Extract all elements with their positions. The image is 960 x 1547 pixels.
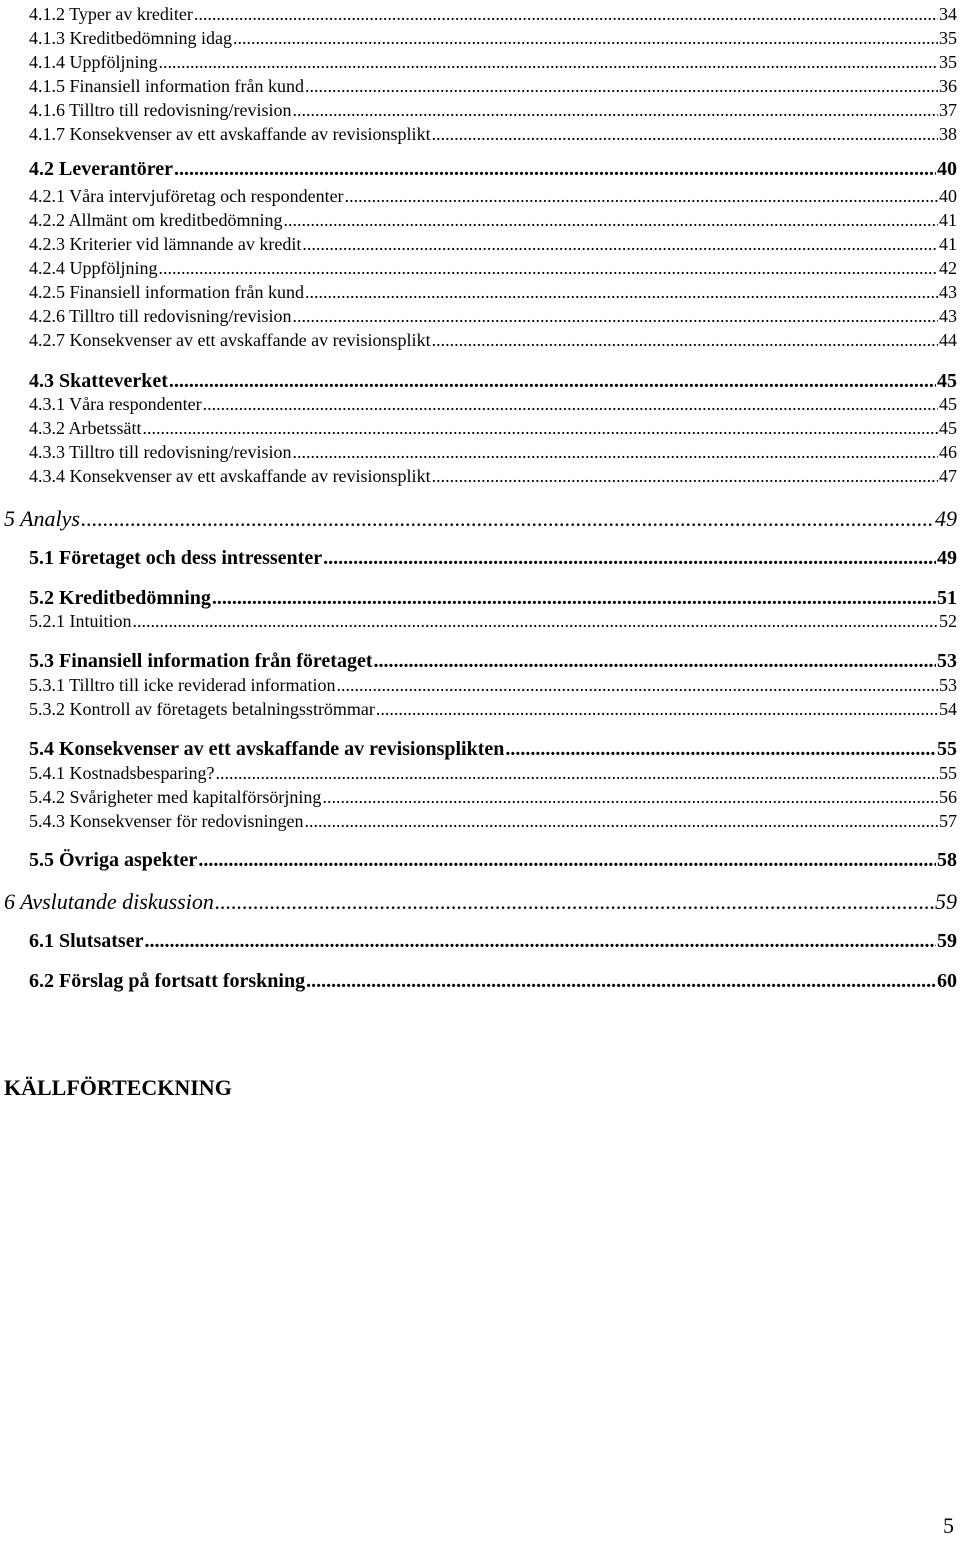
- toc-entry-title: 4.3.3 Tilltro till redovisning/revision: [29, 442, 292, 462]
- toc-leader-dots: [169, 371, 936, 391]
- toc-entry-title: 4.3.4 Konsekvenser av ett avskaffande av revisionsplikt: [29, 466, 431, 486]
- toc-entry[interactable]: [29, 548, 957, 568]
- toc-entry[interactable]: [29, 159, 957, 179]
- toc-entry[interactable]: [29, 187, 957, 205]
- toc-entry[interactable]: [29, 971, 957, 991]
- toc-entry-title: 4.1.5 Finansiell information från kund: [29, 76, 304, 96]
- toc-entry[interactable]: [29, 283, 957, 301]
- toc-entry[interactable]: [29, 419, 957, 437]
- toc-leader-dots: [283, 211, 938, 229]
- toc-entry-page: 36: [939, 76, 957, 96]
- toc-entry-page: 40: [939, 186, 957, 206]
- toc-entry[interactable]: [29, 307, 957, 325]
- toc-leader-dots: [203, 395, 938, 413]
- toc-entry-page: 41: [939, 234, 957, 254]
- toc-entry-page: 46: [939, 442, 957, 462]
- toc-entry-page: 59: [935, 889, 957, 914]
- toc-leader-dots: [233, 29, 938, 47]
- toc-entry-page: 49: [935, 506, 957, 531]
- toc-entry-page: 57: [939, 811, 957, 831]
- toc-leader-dots: [322, 788, 938, 806]
- toc-entry[interactable]: [29, 395, 957, 413]
- toc-leader-dots: [432, 125, 938, 143]
- toc-entry-page: 56: [939, 787, 957, 807]
- toc-entry-title: 4.1.2 Typer av krediter: [29, 4, 193, 24]
- toc-leader-dots: [323, 548, 936, 568]
- toc-entry-page: 34: [939, 4, 957, 24]
- toc-entry[interactable]: [29, 467, 957, 485]
- toc-entry-title: 4.3.2 Arbetssätt: [29, 418, 142, 438]
- toc-entry-title: 4.2.5 Finansiell information från kund: [29, 282, 304, 302]
- toc-entry[interactable]: [29, 588, 957, 608]
- toc-leader-dots: [159, 259, 939, 277]
- toc-entry-page: 35: [939, 28, 957, 48]
- toc-entry[interactable]: [29, 812, 957, 830]
- toc-leader-dots: [215, 891, 934, 913]
- toc-entry[interactable]: [29, 788, 957, 806]
- toc-entry-page: 35: [939, 52, 957, 72]
- toc-entry[interactable]: [29, 259, 957, 277]
- toc-leader-dots: [306, 971, 936, 991]
- toc-entry-title: 5 Analys: [4, 506, 80, 531]
- toc-leader-dots: [336, 676, 938, 694]
- toc-entry-title: 4.2 Leverantörer: [29, 158, 174, 180]
- toc-leader-dots: [215, 764, 938, 782]
- toc-entry-page: 58: [937, 849, 957, 871]
- toc-entry[interactable]: [29, 443, 957, 461]
- toc-leader-dots: [212, 588, 936, 608]
- toc-entry[interactable]: [29, 101, 957, 119]
- toc-entry-title: 5.3 Finansiell information från företaget: [29, 650, 373, 672]
- toc-entry-title: 6.2 Förslag på fortsatt forskning: [29, 970, 306, 992]
- toc-entry[interactable]: [4, 508, 957, 530]
- toc-entry-page: 53: [937, 650, 957, 672]
- toc-entry-title: 5.3.2 Kontroll av företagets betalningsströmmar: [29, 699, 375, 719]
- toc-entry-title: 4.1.3 Kreditbedömning idag: [29, 28, 232, 48]
- toc-leader-dots: [194, 5, 938, 23]
- toc-entry-title: 5.2 Kreditbedömning: [29, 587, 211, 609]
- toc-entry[interactable]: [29, 850, 957, 870]
- toc-entry-page: 41: [939, 210, 957, 230]
- toc-entry-page: 60: [937, 970, 957, 992]
- toc-leader-dots: [293, 101, 938, 119]
- toc-leader-dots: [505, 739, 936, 759]
- toc-entry[interactable]: [29, 29, 957, 47]
- toc-entry-title: 4.1.6 Tilltro till redovisning/revision: [29, 100, 292, 120]
- toc-entry-title: 5.2.1 Intuition: [29, 611, 132, 631]
- toc-leader-dots: [376, 700, 938, 718]
- toc-leader-dots: [133, 612, 939, 630]
- toc-entry-page: 47: [939, 466, 957, 486]
- toc-entry-title: 4.3.1 Våra respondenter: [29, 394, 202, 414]
- toc-entry-title: 6 Avslutande diskussion: [4, 889, 214, 914]
- toc-entry-title: 4.2.3 Kriterier vid lämnande av kredit: [29, 234, 302, 254]
- toc-entry-title: 4.3 Skatteverket: [29, 370, 168, 392]
- toc-entry-page: 43: [939, 306, 957, 326]
- toc-entry[interactable]: [29, 235, 957, 253]
- toc-entry[interactable]: [29, 371, 957, 391]
- toc-leader-dots: [432, 331, 938, 349]
- toc-entry-title: 5.4.3 Konsekvenser för redovisningen: [29, 811, 304, 831]
- toc-leader-dots: [304, 812, 938, 830]
- toc-entry-title: 4.2.7 Konsekvenser av ett avskaffande av revisionsplikt: [29, 330, 431, 350]
- toc-entry[interactable]: [29, 676, 957, 694]
- toc-entry-page: 55: [937, 738, 957, 760]
- toc-entry-page: 45: [939, 418, 957, 438]
- toc-entry-page: 51: [937, 587, 957, 609]
- toc-entry-page: 37: [939, 100, 957, 120]
- toc-entry-page: 42: [939, 258, 957, 278]
- toc-entry-title: 5.4.2 Svårigheter med kapitalförsörjning: [29, 787, 322, 807]
- toc-entry[interactable]: [29, 700, 957, 718]
- toc-entry-title: 4.2.1 Våra intervjuföretag och respondenter: [29, 186, 344, 206]
- toc-leader-dots: [305, 283, 938, 301]
- toc-entry[interactable]: [29, 612, 957, 630]
- page-number: 5: [943, 1513, 954, 1538]
- toc-entry[interactable]: [29, 77, 957, 95]
- toc-leader-dots: [373, 651, 936, 671]
- toc-leader-dots: [293, 443, 938, 461]
- toc-leader-dots: [198, 850, 936, 870]
- toc-entry-title: 5.3.1 Tilltro till icke reviderad information: [29, 675, 336, 695]
- toc-entry-title: 5.4 Konsekvenser av ett avskaffande av revisionsplikten: [29, 738, 505, 760]
- toc-entry-page: 38: [939, 124, 957, 144]
- toc-entry[interactable]: [29, 331, 957, 349]
- toc-entry-title: 4.2.4 Uppföljning: [29, 258, 158, 278]
- toc-entry[interactable]: [29, 764, 957, 782]
- toc-entry-page: 49: [937, 547, 957, 569]
- toc-leader-dots: [143, 419, 939, 437]
- toc-leader-dots: [174, 159, 936, 179]
- toc-entry-title: 4.1.4 Uppföljning: [29, 52, 158, 72]
- toc-entry-title: 5.4.1 Kostnadsbesparing?: [29, 763, 215, 783]
- toc-entry[interactable]: [29, 211, 957, 229]
- toc-entry[interactable]: [4, 891, 957, 913]
- toc-entry-page: 45: [939, 394, 957, 414]
- toc-entry-page: 40: [937, 158, 957, 180]
- toc-entry-page: 59: [937, 930, 957, 952]
- toc-entry-title: 5.5 Övriga aspekter: [29, 849, 198, 871]
- toc-leader-dots: [159, 53, 939, 71]
- toc-leader-dots: [345, 187, 938, 205]
- toc-entry[interactable]: [29, 125, 957, 143]
- toc-entry-page: 55: [939, 763, 957, 783]
- toc-entry-title: 6.1 Slutsatser: [29, 930, 144, 952]
- toc-leader-dots: [302, 235, 938, 253]
- toc-entry-page: 52: [939, 611, 957, 631]
- references-heading: KÄLLFÖRTECKNING: [4, 1075, 232, 1100]
- toc-entry[interactable]: [29, 5, 957, 23]
- toc-leader-dots: [144, 931, 936, 951]
- toc-entry-page: 44: [939, 330, 957, 350]
- toc-entry[interactable]: [29, 739, 957, 759]
- toc-entry-title: 4.1.7 Konsekvenser av ett avskaffande av revisionsplikt: [29, 124, 431, 144]
- toc-entry-title: 5.1 Företaget och dess intressenter: [29, 547, 323, 569]
- toc-entry-page: 54: [939, 699, 957, 719]
- toc-entry[interactable]: [29, 53, 957, 71]
- toc-entry-title: 4.2.2 Allmänt om kreditbedömning: [29, 210, 283, 230]
- toc-entry-title: 4.2.6 Tilltro till redovisning/revision: [29, 306, 292, 326]
- toc-entry-page: 45: [937, 370, 957, 392]
- toc-leader-dots: [293, 307, 938, 325]
- toc-leader-dots: [81, 508, 934, 530]
- toc-leader-dots: [432, 467, 938, 485]
- toc-entry[interactable]: [29, 931, 957, 951]
- toc-entry[interactable]: [29, 651, 957, 671]
- toc-entry-page: 43: [939, 282, 957, 302]
- toc-entry-page: 53: [939, 675, 957, 695]
- toc-leader-dots: [305, 77, 938, 95]
